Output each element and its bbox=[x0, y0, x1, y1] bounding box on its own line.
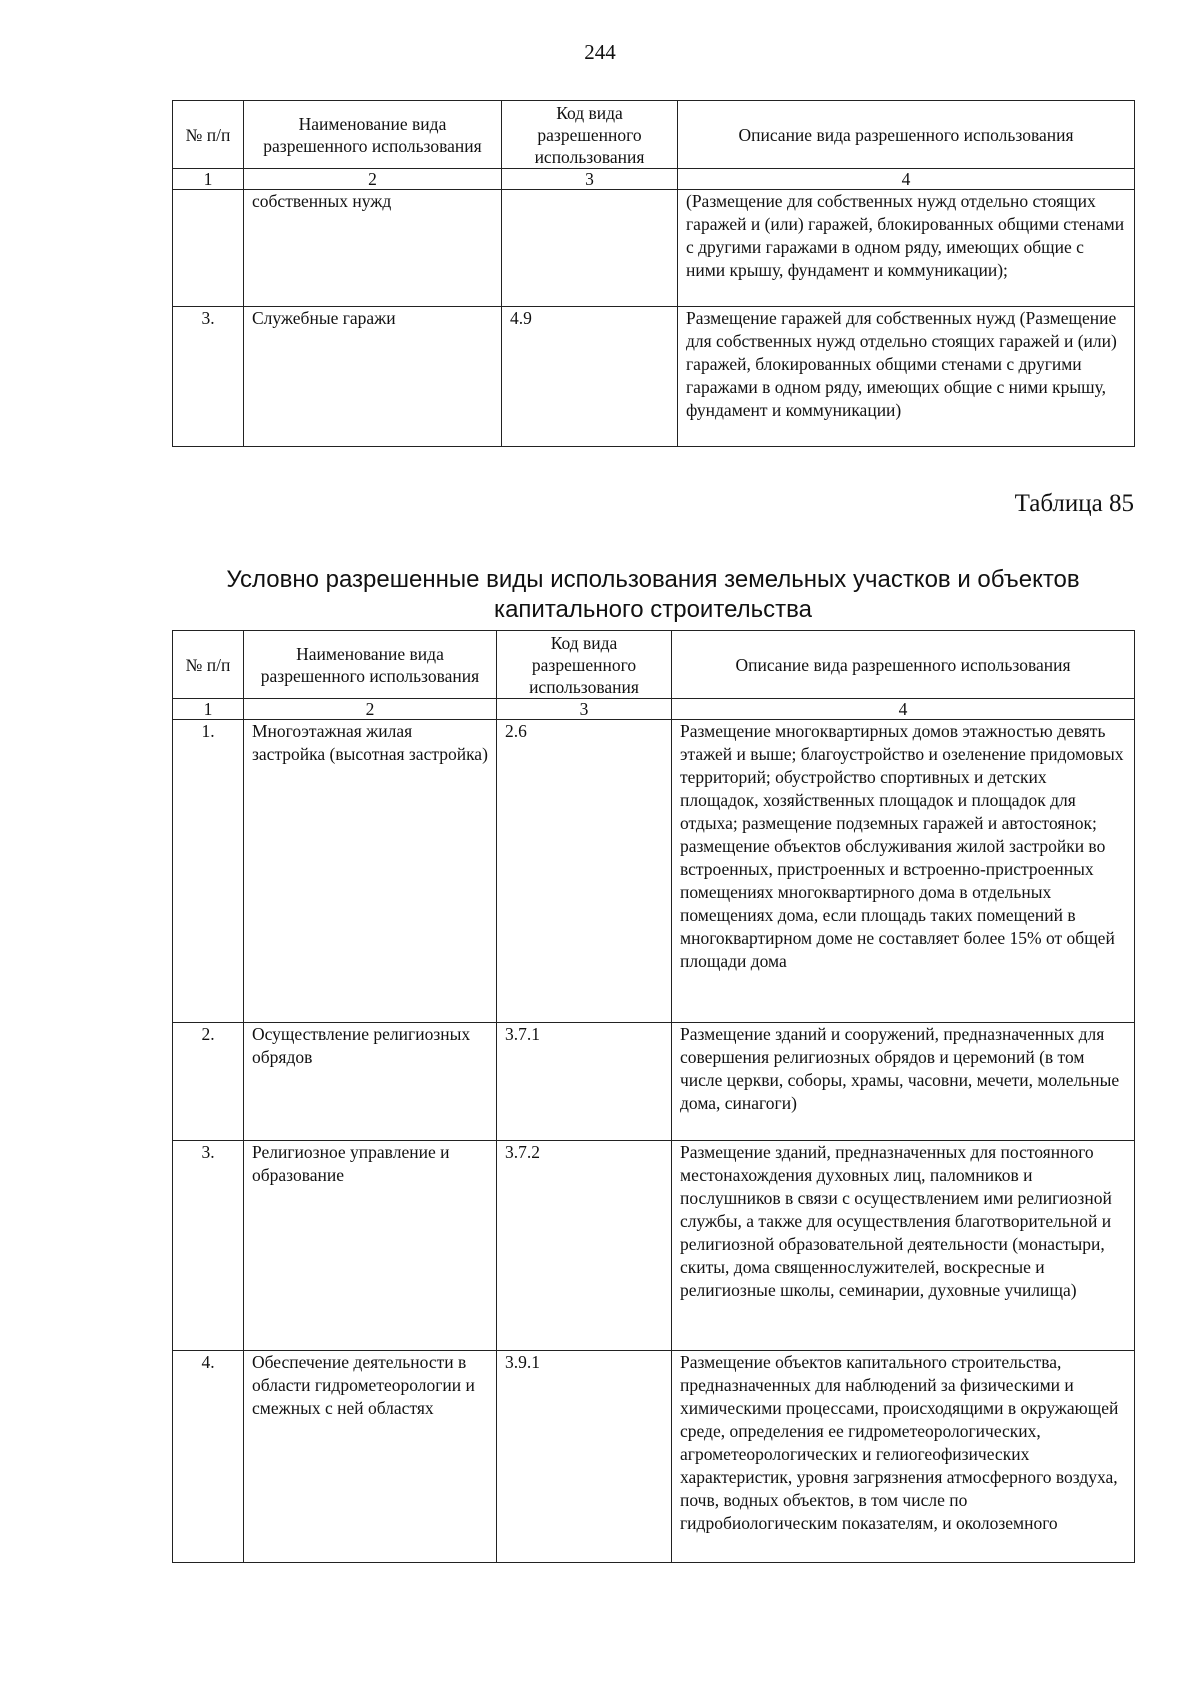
header-name: Наименование вида разрешенного использования bbox=[244, 101, 502, 169]
row-name: Религиозное управление и образование bbox=[244, 1141, 497, 1351]
header-name: Наименование вида разрешенного использования bbox=[244, 631, 497, 699]
column-number: 2 bbox=[244, 169, 502, 190]
row-code: 3.7.2 bbox=[497, 1141, 672, 1351]
table-header-row bbox=[173, 631, 1135, 699]
row-code: 2.6 bbox=[497, 720, 672, 1023]
continuation-table bbox=[172, 100, 1135, 447]
row-description: Размещение зданий и сооружений, предназначенных для совершения религиозных обрядов и церемоний (в том числе церкви, соборы, храмы, часовни, мечети, молельные дома, синагоги) bbox=[672, 1023, 1135, 1141]
table-row bbox=[173, 1141, 1135, 1351]
row-code: 3.7.1 bbox=[497, 1023, 672, 1141]
header-code: Код вида разрешенного использования bbox=[502, 101, 678, 169]
table-title: Условно разрешенные виды использования земельных участков и объектов капитального строительства bbox=[226, 566, 1080, 623]
table-row bbox=[173, 1023, 1135, 1141]
table-row bbox=[173, 307, 1135, 447]
table-row bbox=[173, 720, 1135, 1023]
conditional-use-table bbox=[172, 630, 1135, 1563]
row-code bbox=[502, 190, 678, 307]
row-name: Многоэтажная жилая застройка (высотная застройка) bbox=[244, 720, 497, 1023]
row-name: Осуществление религиозных обрядов bbox=[244, 1023, 497, 1141]
row-number: 3. bbox=[173, 1141, 244, 1351]
row-description: Размещение зданий, предназначенных для постоянного местонахождения духовных лиц, паломников и послушников в связи с осуществлением ими религиозной службы, а также для осуществления благотворительной и религиозной образовательной деятельности (монастыри, скиты, дома священнослужителей, воскресные и религиозные школы, семинарии, духовные училища) bbox=[672, 1141, 1135, 1351]
column-number: 1 bbox=[173, 169, 244, 190]
row-number: 3. bbox=[173, 307, 244, 447]
header-no: № п/п bbox=[173, 631, 244, 699]
row-number bbox=[173, 190, 244, 307]
row-code: 4.9 bbox=[502, 307, 678, 447]
column-number: 1 bbox=[173, 699, 244, 720]
row-description: (Размещение для собственных нужд отдельно стоящих гаражей и (или) гаражей, блокированных общими стенами с другими гаражами в одном ряду, имеющих общие с ними крышу, фундамент и коммуникации); bbox=[678, 190, 1135, 307]
table-header-row bbox=[173, 101, 1135, 169]
table-row bbox=[173, 1351, 1135, 1563]
column-number-row bbox=[173, 169, 1135, 190]
table-label: Таблица 85 bbox=[1014, 490, 1134, 517]
row-number: 2. bbox=[173, 1023, 244, 1141]
page-number: 244 bbox=[584, 40, 616, 64]
column-number: 4 bbox=[678, 169, 1135, 190]
row-description: Размещение объектов капитального строительства, предназначенных для наблюдений за физическими и химическими процессами, происходящими в окружающей среде, определения ее гидрометеорологических, агрометеорологических и гелиогеофизических характеристик, уровня загрязнения атмосферного воздуха, почв, водных объектов, в том числе по гидробиологическим показателям, и околоземного bbox=[672, 1351, 1135, 1563]
column-number: 4 bbox=[672, 699, 1135, 720]
row-name: собственных нужд bbox=[244, 190, 502, 307]
column-number: 2 bbox=[244, 699, 497, 720]
column-number: 3 bbox=[497, 699, 672, 720]
header-no: № п/п bbox=[173, 101, 244, 169]
header-code: Код вида разрешенного использования bbox=[497, 631, 672, 699]
row-name: Обеспечение деятельности в области гидрометеорологии и смежных с ней областях bbox=[244, 1351, 497, 1563]
row-description: Размещение многоквартирных домов этажностью девять этажей и выше; благоустройство и озеленение придомовых территорий; обустройство спортивных и детских площадок, хозяйственных площадок и площадок для отдыха; размещение подземных гаражей и автостоянок; размещение объектов обслуживания жилой застройки во встроенных, пристроенных и встроенно-пристроенных помещениях многоквартирного дома в отдельных помещениях дома, если площадь таких помещений в многоквартирном доме не составляет более 15% от общей площади дома bbox=[672, 720, 1135, 1023]
row-number: 1. bbox=[173, 720, 244, 1023]
header-description: Описание вида разрешенного использования bbox=[672, 631, 1135, 699]
row-name: Служебные гаражи bbox=[244, 307, 502, 447]
table-row bbox=[173, 190, 1135, 307]
header-description: Описание вида разрешенного использования bbox=[678, 101, 1135, 169]
column-number-row bbox=[173, 699, 1135, 720]
row-description: Размещение гаражей для собственных нужд (Размещение для собственных нужд отдельно стоящих гаражей и (или) гаражей, блокированных общими стенами с другими гаражами в одном ряду, имеющих общие с ними крышу, фундамент и коммуникации) bbox=[678, 307, 1135, 447]
row-code: 3.9.1 bbox=[497, 1351, 672, 1563]
row-number: 4. bbox=[173, 1351, 244, 1563]
column-number: 3 bbox=[502, 169, 678, 190]
